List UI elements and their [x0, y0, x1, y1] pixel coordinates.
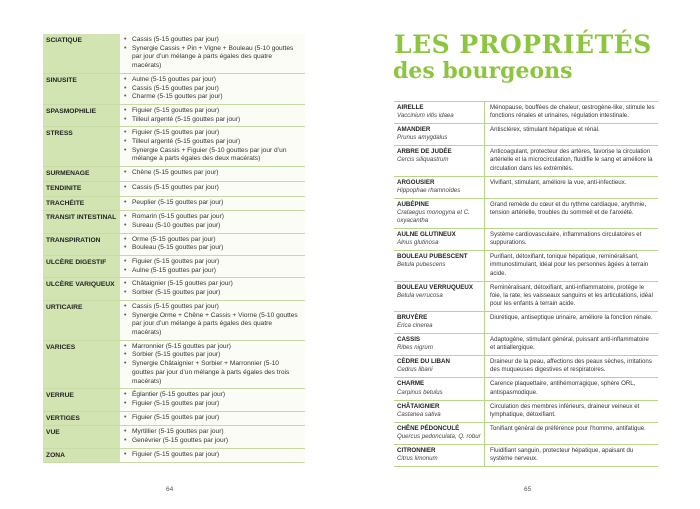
remedy-list-cell	[120, 181, 305, 196]
remedy-item: • Orme (5-15 gouttes par jour)	[132, 236, 302, 245]
bud-name: ARBRE DE JUDÉE	[397, 148, 452, 156]
bud-description: Circulation des membres inférieurs, draineur veineux et lymphatique, détoxifiant.	[485, 400, 659, 422]
bud-name: AMANDIER	[397, 126, 431, 134]
ailment-row	[43, 127, 305, 167]
remedy-item: • Synergie Cassis + Pin + Vigne + Bouleau (5-10 gouttes par jour d’un mélange à parts égales des quatre macérats)	[132, 45, 302, 71]
bud-row	[394, 251, 658, 281]
bud-name-cell	[394, 334, 485, 356]
remedy-list	[123, 303, 302, 338]
bud-description: Fluidifiant sanguin, protecteur hépatique, apaisant du système nerveux.	[485, 445, 659, 467]
bud-name: BOULEAU PUBESCENT	[397, 253, 468, 261]
ailment-name: ZONA	[43, 448, 120, 463]
bud-row	[394, 229, 658, 251]
bud-name-cell	[394, 400, 485, 422]
bud-latin-name: Crataegus monogyna et C. oxyacantha	[397, 208, 470, 225]
ailment-row	[43, 278, 305, 300]
ailment-row	[43, 181, 305, 196]
bud-description: Tonifiant général de préférence pour l’homme, antifatigue.	[485, 422, 659, 444]
bud-description: Diurétique, antiseptique urinaire, améliore la fonction rénale.	[485, 311, 659, 333]
ailment-name: URTICAIRE	[43, 300, 120, 340]
remedy-item: • Peuplier (5-15 gouttes par jour)	[132, 199, 302, 208]
bud-row	[394, 311, 658, 333]
remedy-item: • Genévrier (5-15 gouttes par jour)	[132, 437, 302, 446]
ailment-row	[43, 34, 305, 73]
remedy-list-cell	[120, 196, 305, 211]
remedy-item: • Sorbier (5-15 gouttes par jour)	[132, 289, 302, 298]
remedy-item: • Cassis (5-15 gouttes par jour)	[132, 303, 302, 312]
remedy-item: • Cassis (5-15 gouttes par jour)	[132, 184, 302, 193]
buds-properties-table	[394, 101, 658, 467]
bud-latin-name: Vaccinium vitis idaea	[397, 112, 454, 120]
page-title-line2: des bourgeons	[393, 58, 573, 84]
page-number-left: 64	[166, 486, 174, 493]
bud-name: AUBÉPINE	[397, 200, 429, 208]
remedy-list	[123, 107, 302, 124]
remedy-list	[123, 129, 302, 164]
bud-row	[394, 334, 658, 356]
bud-row	[394, 281, 658, 311]
ailment-row	[43, 73, 305, 104]
bud-name-cell	[394, 378, 485, 400]
page-title-line1: LES PROPRIÉTÉS	[394, 30, 652, 59]
bud-latin-name: Betula pubescens	[397, 261, 446, 269]
remedy-list	[123, 391, 302, 408]
remedy-list-cell	[120, 73, 305, 104]
remedy-item: • Synergie Châtaignier + Sorbier + Marronnier (5-10 gouttes par jour d’un mélange à parts égales des trois macérats)	[132, 360, 302, 386]
bud-description: Système cardiovasculaire, inflammations circulatoires et suppurations.	[485, 229, 659, 251]
bud-name: AIRELLE	[397, 104, 424, 111]
remedy-item: • Figuier (5-15 gouttes par jour)	[132, 414, 302, 423]
bud-row	[394, 356, 658, 378]
remedy-item: • Chêne (5-15 gouttes par jour)	[132, 169, 302, 178]
bud-name-cell	[394, 176, 485, 198]
ailment-row	[43, 389, 305, 411]
page-number-right: 65	[524, 486, 532, 493]
remedy-list-cell	[120, 411, 305, 426]
bud-name: CITRONNIER	[397, 447, 436, 454]
remedy-list	[123, 76, 302, 102]
remedy-list-cell	[120, 389, 305, 411]
remedy-list-cell	[120, 233, 305, 255]
remedy-list-cell	[120, 127, 305, 167]
remedy-item: • Synergie Cassis + Figuier (5-10 gouttes par jour d’un mélange à parts égales des deux macérats)	[132, 147, 302, 164]
remedy-list	[123, 414, 302, 423]
ailments-table	[43, 34, 305, 463]
ailment-name: ULCÈRE VARIQUEUX	[43, 278, 120, 300]
bud-name-cell	[394, 281, 485, 311]
ailment-name: SURMENAGE	[43, 167, 120, 182]
bud-description: Anticoagulant, protecteur des artères, favorise la circulation artérielle et la microcirculation, fluidifie le sang et améliore la circulation dans les extrémités.	[485, 146, 659, 176]
bud-name-cell	[394, 146, 485, 176]
remedy-item: • Charme (5-15 gouttes par jour)	[132, 93, 302, 102]
bud-name: AULNE GLUTINEUX	[397, 231, 456, 239]
remedy-item: • Figuier (5-15 gouttes par jour)	[132, 107, 302, 116]
ailment-row	[43, 426, 305, 448]
ailment-name: SPASMOPHILIE	[43, 104, 120, 126]
ailment-row	[43, 196, 305, 211]
bud-name: CASSIS	[397, 336, 421, 344]
remedy-item: • Cassis (5-15 gouttes par jour)	[132, 36, 302, 45]
ailment-name: TRANSPIRATION	[43, 233, 120, 255]
bud-description: Draineur de la peau, affections des peaux sèches, irritations des muqueuses digestives et respiratoires.	[485, 356, 659, 378]
bud-name: BOULEAU VERRUQUEUX	[397, 283, 473, 291]
remedy-list-cell	[120, 340, 305, 389]
bud-latin-name: Castanea sativa	[397, 410, 441, 418]
ailment-name: ULCÈRE DIGESTIF	[43, 256, 120, 278]
remedy-list-cell	[120, 211, 305, 233]
ailment-row	[43, 448, 305, 463]
remedy-item: • Aulne (5-15 gouttes par jour)	[132, 267, 302, 276]
remedy-item: • Châtaignier (5-15 gouttes par jour)	[132, 280, 302, 289]
ailment-row	[43, 211, 305, 233]
bud-description: Purifiant, détoxifiant, tonique hépatique, reminéralisant, immunostimulant, idéal pour les personnes âgées à terrain acide.	[485, 251, 659, 281]
bud-row	[394, 176, 658, 198]
remedy-list	[123, 451, 302, 460]
bud-name-cell	[394, 251, 485, 281]
bud-name-cell	[394, 356, 485, 378]
remedy-item: • Cassis (5-15 gouttes par jour)	[132, 85, 302, 94]
remedy-list	[123, 343, 302, 387]
bud-row	[394, 124, 658, 146]
remedy-item: • Figuier (5-15 gouttes par jour)	[132, 451, 302, 460]
bud-row	[394, 378, 658, 400]
remedy-list-cell	[120, 448, 305, 463]
ailment-row	[43, 104, 305, 126]
bud-row	[394, 102, 658, 124]
remedy-item: • Figuier (5-15 gouttes par jour)	[132, 400, 302, 409]
ailment-row	[43, 411, 305, 426]
bud-latin-name: Cedrus libani	[397, 366, 433, 374]
remedy-list-cell	[120, 167, 305, 182]
bud-description: Carence plaquettaire, antihémorragique, sphère ORL, antispasmodique.	[485, 378, 659, 400]
bud-name-cell	[394, 229, 485, 251]
remedy-list-cell	[120, 300, 305, 340]
ailment-name: TRANSIT INTESTINAL	[43, 211, 120, 233]
remedy-item: • Aulne (5-15 gouttes par jour)	[132, 76, 302, 85]
remedy-item: • Romarin (5-15 gouttes par jour)	[132, 213, 302, 222]
remedy-item: • Tilleul argenté (5-15 gouttes par jour)	[132, 138, 302, 147]
remedy-list	[123, 258, 302, 275]
bud-latin-name: Prunus amygdalus	[397, 134, 448, 142]
bud-latin-name: Hippophae rhamnoïdes	[397, 186, 461, 194]
remedy-item: • Bouleau (5-15 gouttes par jour)	[132, 244, 302, 253]
remedy-item: • Myrtillier (5-15 gouttes par jour)	[132, 428, 302, 437]
bud-latin-name: Cercis siliquastrum	[397, 156, 449, 164]
ailment-row	[43, 167, 305, 182]
remedy-item: • Marronnier (5-15 gouttes par jour)	[132, 343, 302, 352]
bud-name: CHARME	[397, 380, 425, 388]
bud-name: CÈDRE DU LIBAN	[397, 358, 450, 366]
bud-description: Adaptogène, stimulant général, puissant anti-inflammatoire et antiallergique.	[485, 334, 659, 356]
remedy-list	[123, 184, 302, 193]
remedy-list-cell	[120, 426, 305, 448]
remedy-item: • Églantier (5-15 gouttes par jour)	[132, 391, 302, 400]
ailment-name: VARICES	[43, 340, 120, 389]
bud-row	[394, 198, 658, 228]
remedy-item: • Figuier (5-15 gouttes par jour)	[132, 258, 302, 267]
bud-description: Vivifiant, stimulant, améliore la vue, anti-infectieux.	[485, 176, 659, 198]
ailment-name: VERRUE	[43, 389, 120, 411]
bud-name: CHÊNE PÉDONCULÉ	[397, 424, 460, 432]
ailment-name: TRACHÉITE	[43, 196, 120, 211]
bud-name: BRUYÈRE	[397, 313, 428, 321]
remedy-list-cell	[120, 104, 305, 126]
remedy-item: • Figuier (5-15 gouttes par jour)	[132, 129, 302, 138]
bud-latin-name: Citrus limonum	[397, 455, 438, 463]
ailment-row	[43, 340, 305, 389]
remedy-list-cell	[120, 278, 305, 300]
remedy-item: • Synergie Orme + Chêne + Cassis + Viorne (5-10 gouttes par jour d’un mélange à parts égales des quatre macérats)	[132, 312, 302, 338]
bud-name-cell	[394, 311, 485, 333]
bud-description: Reminéralisant, détoxifiant, anti-inflammatoire, protège le foie, la rate, les vaisseaux sanguins et les articulations, idéal pour les enfants à terrain acide.	[485, 281, 659, 311]
bud-row	[394, 146, 658, 176]
bud-row	[394, 445, 658, 467]
remedy-list	[123, 36, 302, 71]
ailment-row	[43, 256, 305, 278]
ailment-row	[43, 300, 305, 340]
bud-name: CHÂTAIGNIER	[397, 402, 440, 410]
remedy-list-cell	[120, 256, 305, 278]
bud-description: Antisclérex, stimulant hépatique et rénal.	[485, 124, 659, 146]
bud-latin-name: Ribes nigrum	[397, 344, 433, 352]
remedy-list	[123, 280, 302, 297]
remedy-list	[123, 236, 302, 253]
remedy-item: • Tilleul argenté (5-15 gouttes par jour)	[132, 116, 302, 125]
bud-name-cell	[394, 445, 485, 467]
bud-latin-name: Erica cinerea	[397, 321, 433, 329]
ailment-name: VUE	[43, 426, 120, 448]
remedy-item: • Sureau (5-10 gouttes par jour)	[132, 222, 302, 231]
remedy-list	[123, 199, 302, 208]
ailment-name: SINUSITE	[43, 73, 120, 104]
bud-description: Grand remède du cœur et du rythme cardiaque, arythmie, tension artérielle, troubles du sommeil et de l’anxiété.	[485, 198, 659, 228]
bud-row	[394, 422, 658, 444]
remedy-item: • Sorbier (5-15 gouttes par jour)	[132, 351, 302, 360]
remedy-list	[123, 428, 302, 445]
bud-latin-name: Quercus pedonculata, Q. robur	[397, 432, 481, 440]
bud-name-cell	[394, 198, 485, 228]
bud-description: Ménopause, bouffées de chaleur, œstrogène-like, stimule les fonctions rénales et urinaires, régulation intestinale.	[485, 102, 659, 124]
bud-latin-name: Carpinus betulus	[397, 388, 443, 396]
bud-latin-name: Betula verrucosa	[397, 291, 443, 299]
remedy-list-cell	[120, 34, 305, 73]
bud-row	[394, 400, 658, 422]
ailment-row	[43, 233, 305, 255]
bud-name-cell	[394, 124, 485, 146]
bud-name-cell	[394, 422, 485, 444]
ailment-name: VERTIGES	[43, 411, 120, 426]
ailment-name: STRESS	[43, 127, 120, 167]
bud-latin-name: Alnus glutinosa	[397, 239, 439, 247]
bud-name: ARGOUSIER	[397, 178, 435, 186]
bud-name-cell	[394, 102, 485, 124]
remedy-list	[123, 213, 302, 230]
ailment-name: TENDINITE	[43, 181, 120, 196]
remedy-list	[123, 169, 302, 178]
ailment-name: SCIATIQUE	[43, 34, 120, 73]
